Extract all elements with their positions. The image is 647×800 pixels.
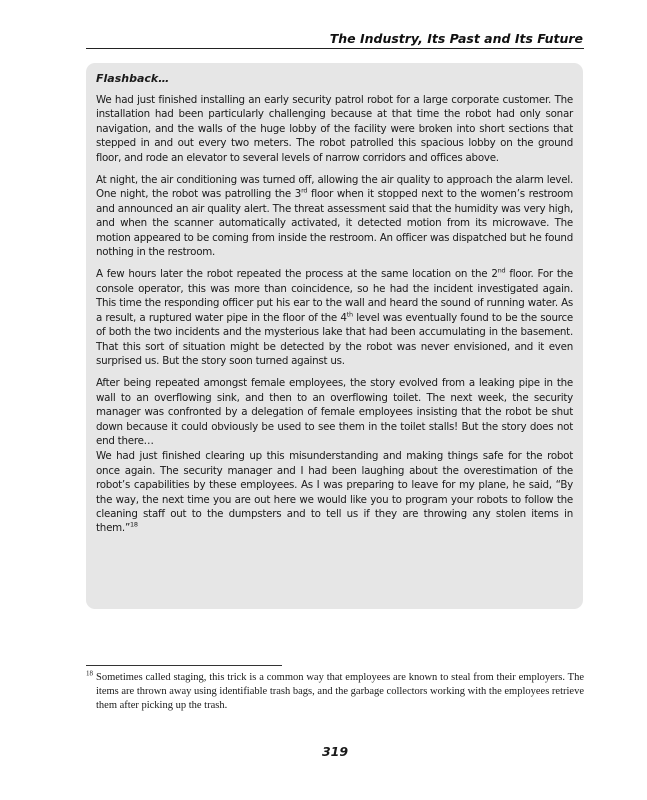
ordinal-superscript: rd — [301, 187, 308, 196]
flashback-sidebar — [86, 63, 583, 609]
footnote-text: Sometimes called staging, this trick is a common way that employees are known to steal from their employers. The items are thrown away using identifiable trash bags, and the garbage collectors working with the employees retrieve them after picking up the trash. — [96, 672, 584, 712]
footnote-rule — [86, 665, 282, 666]
sidebar-title: Flashback… — [96, 72, 170, 85]
ordinal-superscript: nd — [497, 267, 506, 276]
header-rule — [86, 48, 584, 49]
running-header: The Industry, Its Past and Its Future — [329, 31, 583, 46]
paragraph-3-text-c: level was eventually found to be the source of both the two incidents and the mysterious lake that had been accumulating in the basement. That this sort of situation might be detected by the robot was never envisioned, and it even surprised us. But the story soon turned against us. — [96, 311, 573, 367]
sidebar-paragraph-2 — [96, 173, 573, 259]
paragraph-3-text-a: A few hours later the robot repeated the process at the same location on the 2 — [96, 268, 498, 281]
paragraph-2-text-a: At night, the air conditioning was turned off, allowing the air quality to approach the alarm level. One night, the robot was patrolling the 3 — [96, 174, 573, 201]
sidebar-paragraph-4: After being repeated amongst female employees, the story evolved from a leaking pipe in the wall to an overflowing sink, and then to an overflowing toilet. The next week, the security manager was confronted by a delegation of female employees insisting that the robot be shut down because it could obviously be used to see them in the toilet stalls! But the story does not end there… — [96, 377, 573, 447]
paragraph-3-text-b: floor. For the console operator, this was more than coincidence, so he had the incident investigated again. This time the responding officer put his ear to the wall and heard the sound of running water. As a result, a ruptured water pipe in the floor of the 4 — [96, 268, 573, 324]
paragraph-5-text: We had just finished clearing up this misunderstanding and making things safe for the robot once again. The security manager and I had been laughing about the overestimation of the robot’s capabilities by these employees. As I was preparing to leave for my plane, he said, “By the way, the next time you are out here we would like you to program your robots to follow the cleaning staff out to the dumpsters and to tell us if they are throwing any stolen items in them.” — [96, 450, 573, 535]
ordinal-superscript: th — [346, 310, 353, 319]
footnote — [86, 671, 584, 714]
sidebar-paragraph-5 — [96, 449, 573, 535]
sidebar-paragraph-1: We had just finished installing an early security patrol robot for a large corporate customer. The installation had been particularly challenging because at that time the robot had only sonar navigation, and the walls of the huge lobby of the facility were broken into short sections that stepped in and out every two meters. The robot patrolled this spacious lobby on the ground floor, and rode an elevator to several levels of narrow corridors and offices above. — [96, 94, 573, 164]
page-number: 319 — [321, 744, 349, 759]
footnote-reference[interactable]: 18 — [130, 520, 138, 529]
paragraph-2-text-b: floor when it stopped next to the women’s restroom and announced an air quality alert. The threat assessment said that the humidity was very high, and when the scanner automatically activated, it detected motion from its microwave. The motion appeared to be coming from inside the restroom. An officer was dispatched but he found nothing in the restroom. — [96, 188, 573, 259]
footnote-number: 18 — [86, 669, 93, 678]
sidebar-paragraph-3 — [96, 267, 573, 368]
